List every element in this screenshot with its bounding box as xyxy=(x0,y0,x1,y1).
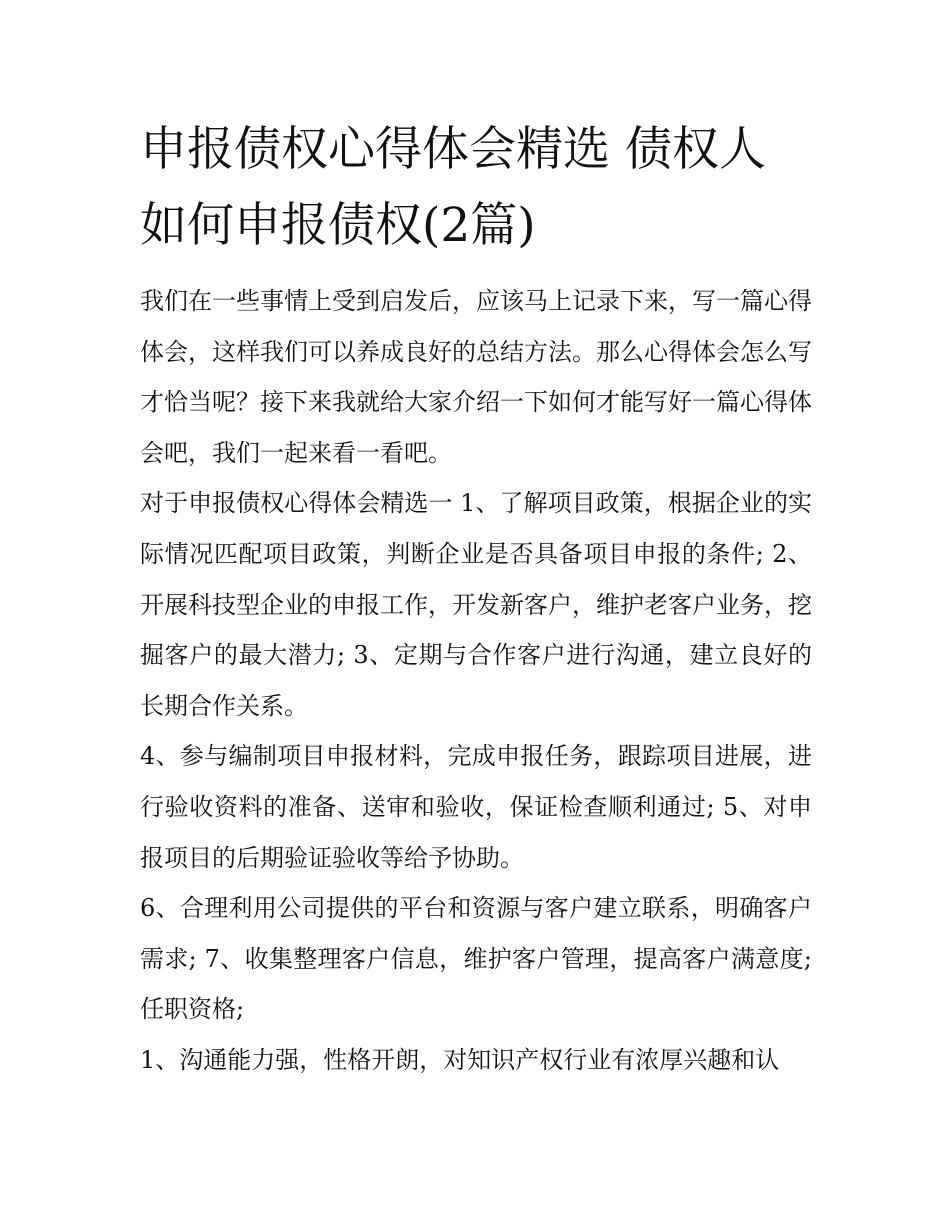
paragraph-intro: 我们在一些事情上受到启发后，应该马上记录下来，写一篇心得体会，这样我们可以养成良好的总结方法。那么心得体会怎么写才恰当呢？接下来我就给大家介绍一下如何才能写好一篇心得体会吧，我们一起来看一看吧。 xyxy=(140,287,812,467)
paragraph-duties-2: 4、参与编制项目申报材料，完成申报任务，跟踪项目进展，进行验收资料的准备、送审和验收，保证检查顺利通过; 5、对申报项目的后期验证验收等给予协助。 xyxy=(140,742,812,872)
document-title: 申报债权心得体会精选 债权人如何申报债权(2篇) xyxy=(140,122,766,253)
paragraph-duties-3: 6、合理利用公司提供的平台和资源与客户建立联系，明确客户需求; 7、收集整理客户信息，维护客户管理，提高客户满意度; 任职资格; xyxy=(140,894,812,1024)
document-page xyxy=(140,112,812,1086)
paragraph-duties-1: 对于申报债权心得体会精选一 1、了解项目政策，根据企业的实际情况匹配项目政策，判断企业是否具备项目申报的条件; 2、开展科技型企业的申报工作，开发新客户，维护老客户业务，挖掘客户的最大潜力; 3、定期与合作客户进行沟通，建立良好的长期合作关系。 xyxy=(140,489,812,720)
paragraph-qualification: 1、沟通能力强，性格开朗，对知识产权行业有浓厚兴趣和认 xyxy=(140,1045,780,1074)
